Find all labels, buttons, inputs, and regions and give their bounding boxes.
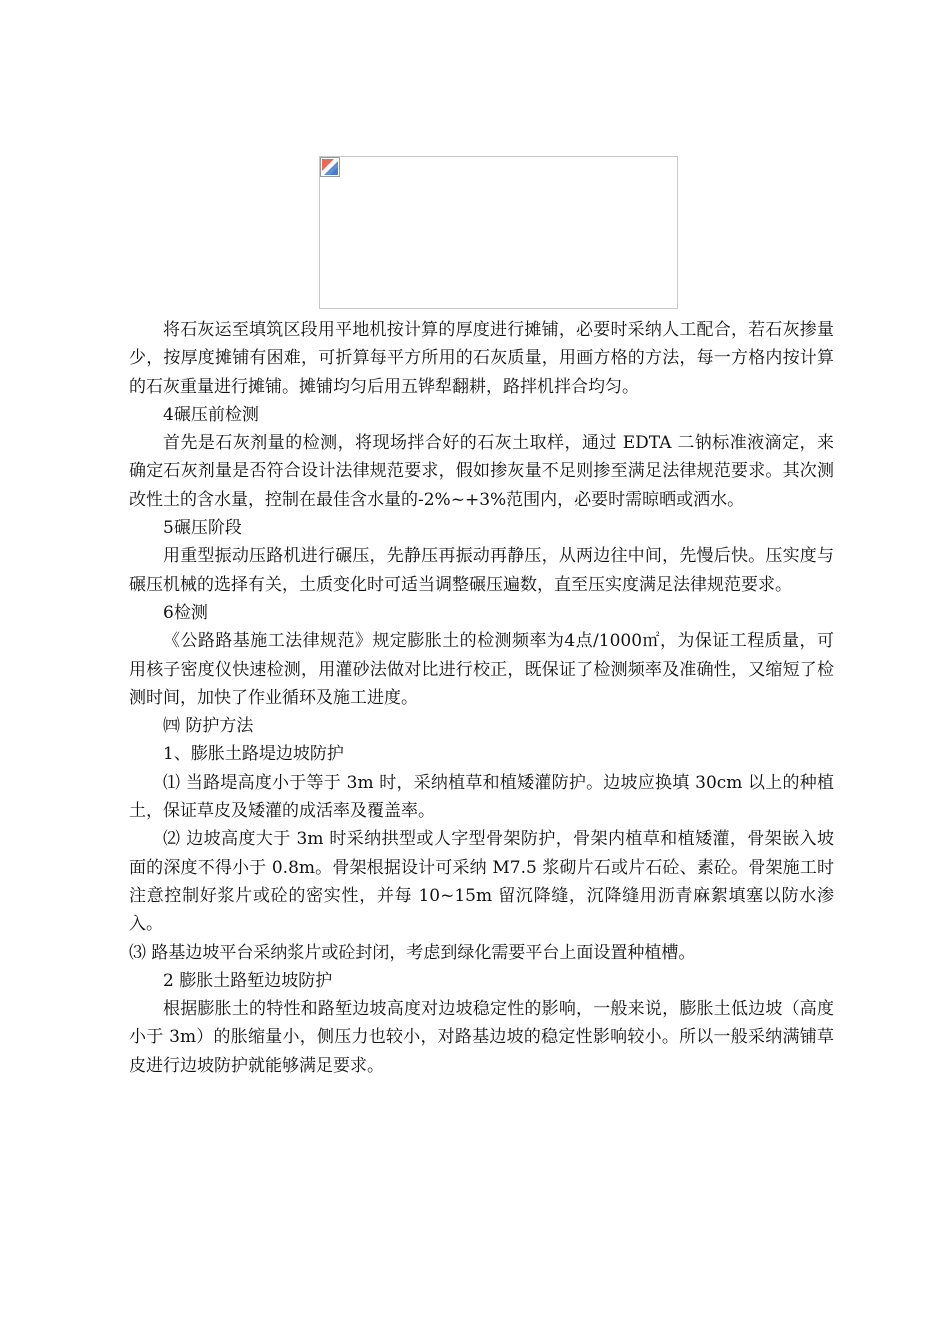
paragraph-lime-spreading: 将石灰运至填筑区段用平地机按计算的厚度进行摊铺，必要时采纳人工配合，若石灰掺量少，按厚度摊铺有困难，可折算每平方所用的石灰质量，用画方格的方法，每一方格内按计算的石灰重量进行摊铺。摊铺均匀后用五铧犁翻耕，路拌机拌合均匀。 (129, 320, 834, 397)
paragraph-low-embankment: ⑴ 当路堤高度小于等于 3m 时，采纳植草和植矮灌防护。边坡应换填 30cm 以上的种植土，保证草皮及矮灌的成活率及覆盖率。 (129, 772, 834, 822)
heading-embankment-slope-protection: 1、膨胀土路堤边坡防护 (163, 744, 344, 765)
paragraph-lime-content-test: 首先是石灰剂量的检测，将现场拌合好的石灰土取样，通过 EDTA 二钠标准液滴定，来确定石灰剂量是否符合设计法律规范要求，假如掺灰量不足则掺至满足法律规范要求。其次测改性土的含水量，控制在最佳含水量的-2%~+3%范围内，必要时需晾晒或洒水。 (129, 433, 834, 510)
paragraph-compaction: 用重型振动压路机进行碾压，先静压再振动再静压，从两边往中间，先慢后快。压实度与碾压机械的选择有关，土质变化时可适当调整碾压遍数，直至压实度满足法律规范要求。 (129, 546, 834, 595)
paragraph-testing-frequency: 《公路路基施工法律规范》规定膨胀土的检测频率为4点/1000㎡，为保证工程质量，可用核子密度仪快速检测，用灌砂法做对比进行校正，既保证了检测频率及准确性，又缩短了检测时间，加快了作业循环及施工进度。 (129, 631, 834, 708)
heading-protection-methods: ㈣ 防护方法 (163, 716, 254, 737)
document-body (129, 316, 834, 1080)
paragraph-slope-platform: ⑶ 路基边坡平台采纳浆片或砼封闭，考虑到绿化需要平台上面设置种植槽。 (129, 942, 696, 963)
paragraph-cutting-slope: 根据膨胀土的特性和路堑边坡高度对边坡稳定性的影响，一般来说，膨胀土低边坡（高度小于 3m）的胀缩量小，侧压力也较小，对路基边坡的稳定性影响较小。所以一般采纳满铺草皮进行边坡防护就能够满足要求。 (129, 999, 834, 1076)
heading-pre-compaction-test: 4碾压前检测 (163, 404, 259, 425)
heading-compaction-stage: 5碾压阶段 (163, 518, 242, 539)
paragraph-high-embankment: ⑵ 边坡高度大于 3m 时采纳拱型或人字型骨架防护，骨架内植草和植矮灌，骨架嵌入坡面的深度不得小于 0.8m。骨架根据设计可采纳 M7.5 浆砌片石或片石砼、素砼。骨架施工时注意控制好浆片或砼的密实性，并每 10~15m 留沉降缝，沉降缝用沥青麻絮填塞以防水渗入。 (129, 829, 834, 935)
broken-image-icon (320, 157, 340, 177)
heading-testing: 6检测 (163, 602, 208, 623)
image-placeholder (319, 156, 678, 309)
heading-cutting-slope-protection: 2 膨胀土路堑边坡防护 (163, 970, 333, 991)
